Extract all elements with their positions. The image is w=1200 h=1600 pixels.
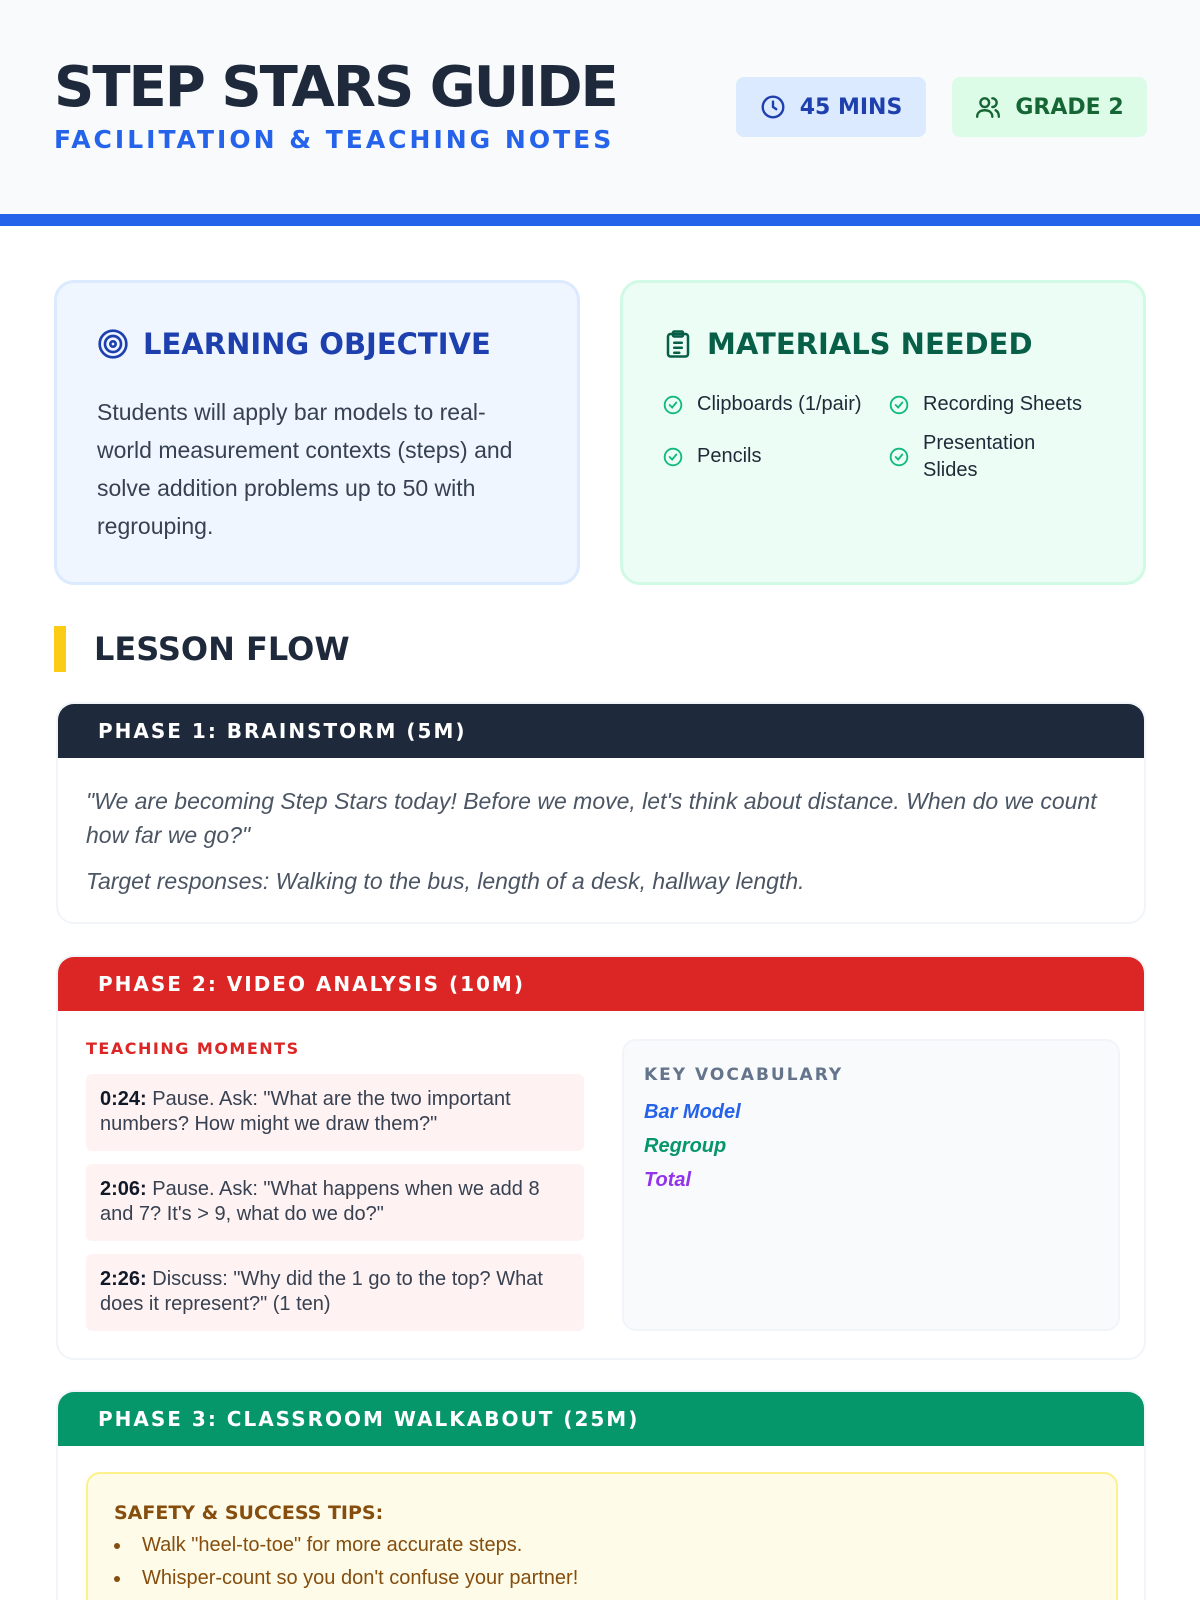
teaching-moment [86, 1074, 584, 1151]
material-label: Recording Sheets [923, 393, 1082, 415]
grade-badge [952, 77, 1147, 137]
key-vocabulary-panel [622, 1039, 1120, 1331]
teaching-moments-label: TEACHING MOMENTS [86, 1039, 300, 1058]
objective-heading-text: LEARNING OBJECTIVE [143, 327, 491, 361]
vocab-word: Total [644, 1169, 692, 1191]
users-icon [975, 94, 1001, 120]
material-label: Pencils [697, 445, 762, 467]
phase-2-title: PHASE 2: VIDEO ANALYSIS (10M) [58, 957, 1144, 1011]
lesson-flow-heading: LESSON FLOW [94, 630, 350, 668]
clipboard-icon [663, 328, 693, 360]
objective-text: Students will apply bar models to real-world measurement contexts (steps) and solve addition problems up to 50 with regrouping. [97, 399, 513, 539]
phase-1-target-responses: Target responses: Walking to the bus, length of a desk, hallway length. [86, 868, 805, 894]
material-item [889, 430, 1089, 484]
grade-label: GRADE 2 [1015, 94, 1124, 120]
check-circle-icon [889, 447, 909, 467]
moment-time: 0:24: [100, 1088, 147, 1110]
materials-heading [663, 327, 1033, 361]
check-circle-icon [889, 395, 909, 415]
tip-text: Walk "heel-to-toe" for more accurate steps. [142, 1534, 523, 1556]
learning-objective-card [54, 280, 580, 585]
teaching-moment [86, 1164, 584, 1241]
vocab-word: Regroup [644, 1135, 727, 1157]
check-circle-icon [663, 395, 683, 415]
target-icon [97, 328, 129, 360]
page-header [0, 0, 1200, 214]
phase-1-card [56, 702, 1146, 924]
moment-text: Pause. Ask: "What happens when we add 8 and 7? It's > 9, what do we do?" [100, 1178, 540, 1225]
materials-card [620, 280, 1146, 585]
moment-time: 2:06: [100, 1178, 147, 1200]
safety-tips-box [86, 1472, 1118, 1600]
moment-time: 2:26: [100, 1268, 147, 1290]
duration-label: 45 MINS [799, 94, 903, 120]
moment-text: Pause. Ask: "What are the two important numbers? How might we draw them?" [100, 1088, 511, 1135]
phase-3-card [56, 1390, 1146, 1600]
tip-item [114, 1534, 522, 1557]
bullet-icon [114, 1576, 120, 1582]
section-accent-bar [54, 626, 66, 672]
phase-2-card [56, 955, 1146, 1360]
material-item [663, 443, 761, 470]
material-label: Presentation Slides [923, 432, 1036, 481]
vocab-word: Bar Model [644, 1101, 741, 1123]
material-item [889, 391, 1082, 418]
phase-3-title: PHASE 3: CLASSROOM WALKABOUT (25M) [58, 1392, 1144, 1446]
bullet-icon [114, 1543, 120, 1549]
phase-1-title: PHASE 1: BRAINSTORM (5M) [58, 704, 1144, 758]
objective-heading [97, 327, 491, 361]
safety-tips-title: SAFETY & SUCCESS TIPS: [114, 1502, 384, 1524]
teaching-moment [86, 1254, 584, 1331]
materials-heading-text: MATERIALS NEEDED [707, 327, 1033, 361]
page-title: STEP STARS GUIDE [54, 55, 617, 120]
phase-1-quote: "We are becoming Step Stars today! Before we move, let's think about distance. When do we count how far we go?" [86, 788, 1097, 848]
page-subtitle: FACILITATION & TEACHING NOTES [54, 125, 615, 154]
duration-badge [736, 77, 926, 137]
material-label: Clipboards (1/pair) [697, 393, 862, 415]
check-circle-icon [663, 447, 683, 467]
clock-icon [760, 94, 786, 120]
tip-text: Whisper-count so you don't confuse your partner! [142, 1567, 579, 1589]
key-vocabulary-label: KEY VOCABULARY [644, 1065, 844, 1085]
header-divider [0, 214, 1200, 226]
tip-item [114, 1567, 578, 1590]
moment-text: Discuss: "Why did the 1 go to the top? What does it represent?" (1 ten) [100, 1268, 543, 1315]
material-item [663, 391, 862, 418]
